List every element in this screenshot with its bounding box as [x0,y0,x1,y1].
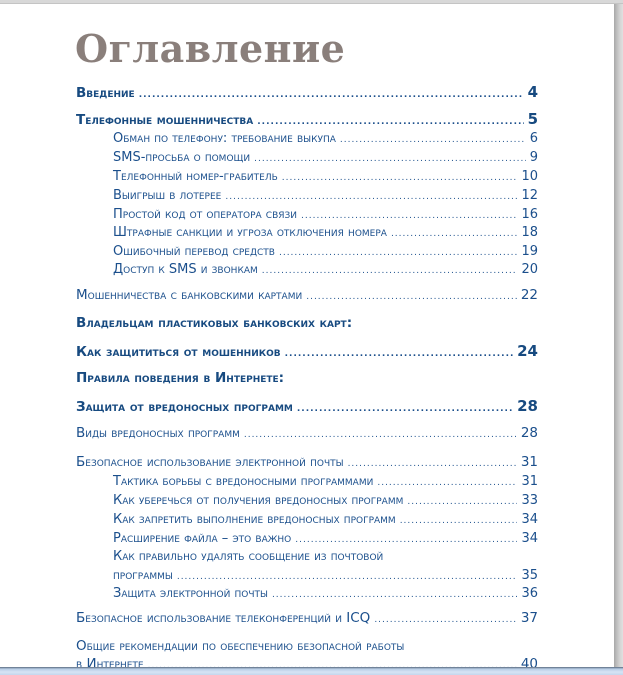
toc-entry-page: 9 [529,150,538,165]
toc-entry-protect-from-fraud[interactable] [76,342,538,360]
toc-subentry[interactable] [113,150,538,165]
toc-entry-teleconferences-icq[interactable] [76,610,538,626]
toc-entry-safe-email[interactable] [76,454,538,470]
toc-leader-dots [279,248,517,258]
toc-entry-general-recommendations-line1[interactable]: Общие рекомендации по обеспечению безопасной работы [76,638,405,654]
toc-leader-dots [377,478,517,488]
toc-entry-label: SMS-просьба о помощи [113,150,251,165]
toc-subentry[interactable] [113,512,538,527]
toc-subentry[interactable] [113,586,538,601]
toc-entry-label: Защита от вредоносных программ [76,399,293,415]
toc-entry-label: Штрафные санкции и угроза отключения номера [113,225,387,240]
toc-entry-page: 18 [521,225,538,240]
toc-entry-label: Как запретить выполнение вредоносных программ [113,512,396,527]
toc-subentry[interactable] [113,493,538,508]
toc-entry-page: 28 [520,425,538,441]
toc-leader-dots [254,154,526,164]
toc-entry-label: Доступ к SMS и звонкам [113,262,258,277]
toc-subentry[interactable] [113,131,538,146]
toc-leader-dots [177,572,518,582]
toc-entry-phone-fraud[interactable] [76,110,538,128]
toc-entry-label: Выигрыш в лотерее [113,188,222,203]
toc-entry-page: 34 [521,531,538,546]
toc-subentry[interactable] [113,568,538,583]
toc-section-heading: Владельцам пластиковых банковских карт: [76,315,353,331]
toc-entry-page: 34 [521,512,538,527]
toc-leader-dots [400,516,518,526]
toc-entry-page: 5 [527,110,538,128]
toc-entry-page: 22 [520,287,538,303]
vertical-scrollbar[interactable] [614,4,623,667]
toc-leader-dots [272,590,518,600]
toc-entry-page: 20 [521,262,538,277]
toc-entry-malware-protection[interactable] [76,397,538,415]
toc-leader-dots [391,229,518,239]
toc-entry-page: 35 [521,568,538,583]
toc-entry-page: 12 [521,188,538,203]
toc-subentry[interactable] [113,188,538,203]
toc-entry-label: Обман по телефону: требование выкупа [113,131,336,146]
toc-leader-dots [244,430,517,440]
toc-leader-dots [262,266,518,276]
toc-entry-label: Тактика борьбы с вредоносными программами [113,474,374,489]
toc-entry-label: Защита электронной почты [113,586,268,601]
toc-entry-page: 31 [520,454,538,470]
toc-entry-label: в Интернете [76,656,144,667]
toc-subentry[interactable] [113,207,538,222]
toc-entry-label: Телефонный номер-грабитель [113,169,278,184]
toc-leader-dots [225,192,517,202]
toc-subentry[interactable] [113,262,538,277]
toc-entry-label: Безопасное использование электронной почты [76,454,344,470]
toc-subentry-line1[interactable]: Как правильно удалять сообщение из почтовой [113,549,384,564]
toc-entry-page: 31 [521,474,538,489]
toc-leader-dots [297,404,513,414]
toc-entry-label: Безопасное использование телеконференций и ICQ [76,610,371,626]
toc-entry-page: 10 [521,169,538,184]
toc-leader-dots [285,349,514,359]
page-title: Оглавление [75,26,346,71]
toc-entry-page: 40 [520,656,538,667]
toc-section-heading: Правила поведения в Интернете: [76,370,285,386]
toc-leader-dots [340,135,526,145]
toc-entry-label: программы [113,568,173,583]
toc-entry-page: 16 [521,207,538,222]
toc-leader-dots [257,117,523,127]
toc-leader-dots [374,615,517,625]
toc-leader-dots [301,211,517,221]
toc-entry-label: Простой код от оператора связи [113,207,298,222]
toc-entry-label: Расширение файла – это важно [113,531,292,546]
toc-entry-label: Телефонные мошенничества [76,112,254,128]
document-page [0,4,614,667]
toc-entry-label: Ошибочный перевод средств [113,244,275,259]
toc-entry-label: Введение [76,85,135,101]
toc-subentry[interactable] [113,244,538,259]
window-bottom-bar [0,667,623,675]
toc-leader-dots [139,90,524,100]
toc-entry-page: 19 [521,244,538,259]
toc-entry-page: 4 [527,83,538,101]
toc-entry-page: 36 [521,586,538,601]
toc-entry-page: 24 [517,342,538,360]
toc-subentry[interactable] [113,225,538,240]
toc-entry-page: 37 [520,610,538,626]
toc-entry-card-fraud[interactable] [76,287,538,303]
toc-entry-label: Как уберечься от получения вредоносных программ [113,493,404,508]
toc-subentry[interactable] [113,474,538,489]
toc-leader-dots [282,173,518,183]
toc-entry-page: 28 [517,397,538,415]
toc-entry-label: Виды вредоносных программ [76,425,240,441]
toc-entry-malware-types[interactable] [76,425,538,441]
toc-entry-general-recommendations[interactable] [76,656,538,667]
toc-entry-label: Как защититься от мошенников [76,344,281,360]
toc-entry-label: Мошенничества с банковскими картами [76,287,303,303]
toc-leader-dots [306,292,517,302]
toc-entry-page: 33 [521,493,538,508]
toc-subentry[interactable] [113,169,538,184]
toc-leader-dots [407,497,517,507]
toc-leader-dots [295,535,517,545]
toc-subentry[interactable] [113,531,538,546]
toc-entry-introduction[interactable] [76,83,538,101]
toc-entry-page: 6 [529,131,538,146]
toc-leader-dots [348,459,517,469]
